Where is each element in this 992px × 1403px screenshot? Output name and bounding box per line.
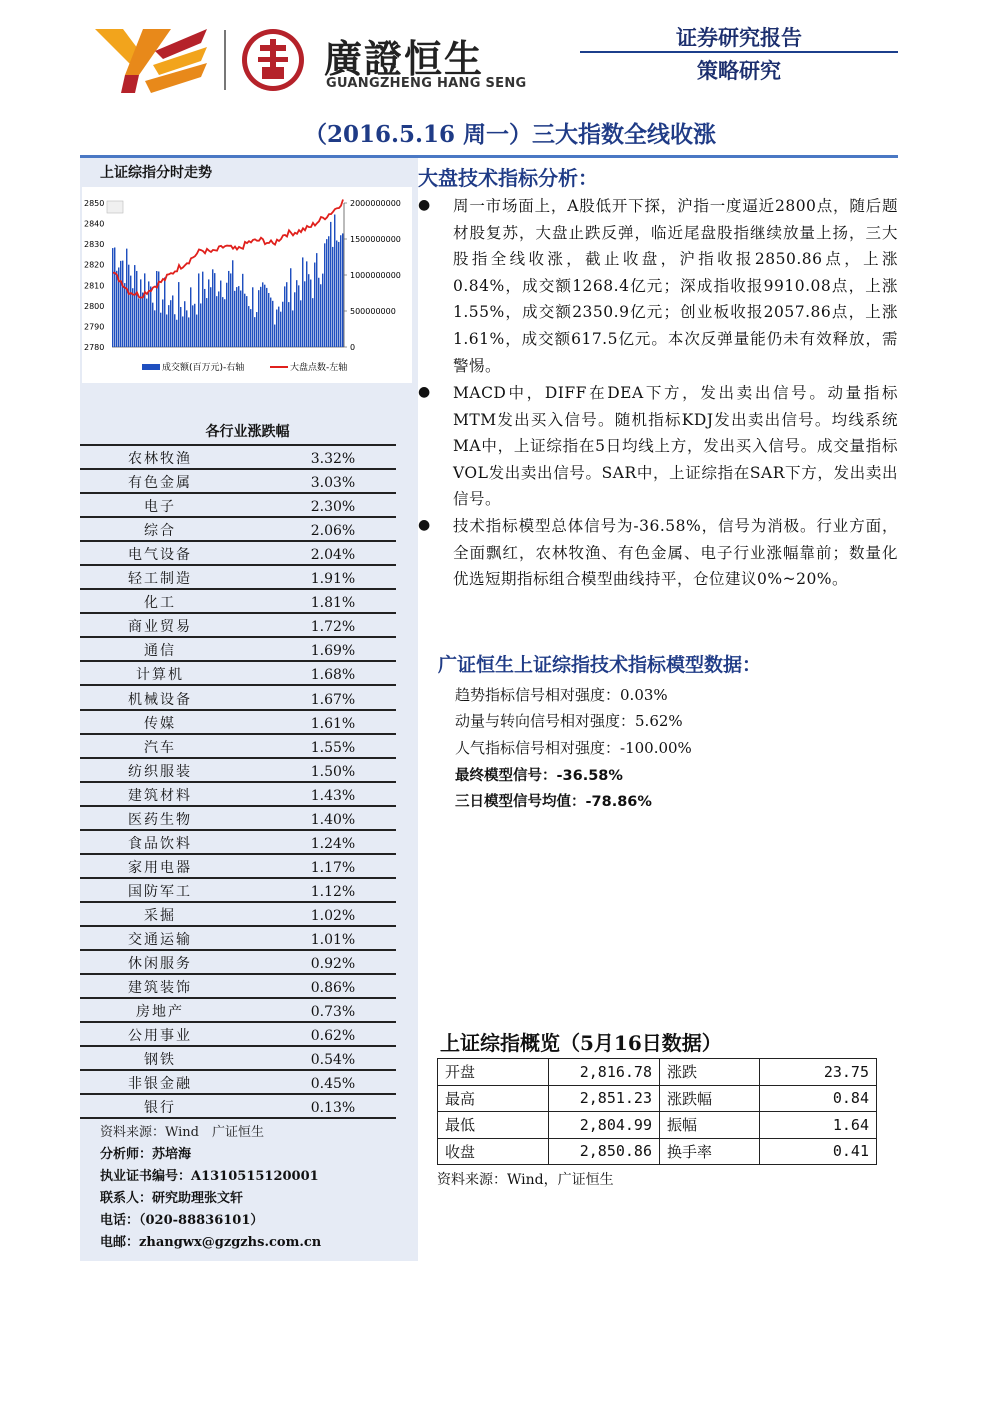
right-tick-label: 2000000000: [350, 199, 401, 208]
overview-label: 振幅: [660, 1112, 760, 1139]
volume-bar: [228, 271, 229, 347]
industry-change: 1.17%: [240, 854, 396, 878]
industry-change: 1.81%: [240, 589, 396, 613]
volume-bar: [156, 271, 157, 347]
volume-bar: [232, 260, 233, 347]
volume-bar: [262, 282, 263, 347]
industry-change: 1.91%: [240, 565, 396, 589]
model-trend: 趋势指标信号相对强度：0.03%: [455, 686, 668, 704]
page-title: （2016.5.16 周一）三大指数全线收涨: [303, 121, 717, 148]
industry-row: [80, 806, 396, 830]
chart-inset-box: [107, 201, 123, 213]
industry-row: [80, 469, 396, 493]
industry-name: 食品饮料: [80, 830, 240, 854]
industry-name: 交通运输: [80, 926, 240, 950]
right-tick-label: 1500000000: [350, 235, 401, 244]
analysis-paragraph: MACD中，DIFF在DEA下方，发出卖出信号。动量指标MTM发出买入信号。随机指标KDJ发出卖出信号。均线系统MA中，上证综指在5日均线上方，发出买入信号。成交量指标VOL发出卖出信号。SAR中，上证综指在SAR下方，发出卖出信号。: [453, 384, 898, 509]
right-axis-ticks: [344, 199, 401, 352]
volume-bar: [200, 303, 201, 347]
volume-bars: [112, 215, 343, 347]
volume-bar: [280, 312, 281, 347]
industry-change: 0.54%: [240, 1046, 396, 1070]
industry-row: [80, 998, 396, 1022]
model-momentum: 动量与转向信号相对强度：5.62%: [455, 712, 683, 730]
intraday-chart: [82, 187, 412, 383]
industry-name: 休闲服务: [80, 950, 240, 974]
left-tick-label: 2780: [84, 343, 105, 352]
volume-bar: [274, 325, 275, 347]
seal-logo-icon: [240, 27, 306, 93]
industry-row: [80, 734, 396, 758]
volume-bar: [134, 265, 135, 347]
industry-name: 银行: [80, 1094, 240, 1118]
volume-bar: [226, 283, 227, 347]
legend-label-volume: 成交额(百万元)-右轴: [162, 363, 245, 373]
volume-bar: [146, 299, 147, 347]
industry-change: 2.06%: [240, 517, 396, 541]
legend-swatch-volume: [142, 364, 160, 370]
volume-bar: [216, 296, 217, 347]
company-name-cn: 廣證恒生: [324, 37, 485, 81]
industry-change: 1.67%: [240, 685, 396, 709]
volume-bar: [180, 307, 181, 347]
volume-bar: [186, 310, 187, 347]
volume-bar: [282, 302, 283, 347]
industry-change: 1.55%: [240, 734, 396, 758]
volume-bar: [296, 280, 297, 347]
industry-row: [80, 541, 396, 565]
bullet-icon: ●: [418, 517, 431, 533]
volume-bar: [204, 289, 205, 347]
header-rule: [580, 51, 898, 53]
volume-bar: [224, 299, 225, 347]
volume-bar: [254, 317, 255, 347]
industry-name: 电子: [80, 493, 240, 517]
volume-bar: [140, 279, 141, 347]
industry-change: 1.50%: [240, 758, 396, 782]
volume-bar: [304, 281, 305, 347]
volume-bar: [340, 235, 341, 347]
industry-change: 1.40%: [240, 806, 396, 830]
ye-logo-icon: [95, 25, 215, 95]
volume-bar: [270, 298, 271, 347]
industry-row: [80, 710, 396, 734]
industry-row: [80, 685, 396, 709]
industry-row: [80, 517, 396, 541]
volume-bar: [202, 272, 203, 347]
volume-bar: [308, 274, 309, 347]
analysis-paragraph: 周一市场面上，A股低开下探，沪指一度逼近2800点，随后题材股复苏，大盘止跌反弹，临近尾盘股指继续放量上扬，三大股指全线收涨，截止收盘，沪指收报2850.86点，上涨0.84%，成交额1268.4亿元；深成指收报9910.08点，上涨1.55%，成交额2350.9亿元；创业板收报2057.86点，上涨1.61%，成交额617.5亿元。本次反弹量能仍未有效释放，需警惕。: [453, 197, 898, 375]
industry-table-title: 各行业涨跌幅: [205, 424, 290, 440]
volume-bar: [314, 263, 315, 347]
volume-bar: [210, 287, 211, 347]
bullet-icon: ●: [418, 384, 431, 400]
industry-name: 传媒: [80, 710, 240, 734]
industry-name: 建筑材料: [80, 782, 240, 806]
industry-change: 3.03%: [240, 469, 396, 493]
overview-value: 2,851.23: [549, 1085, 660, 1112]
contact: 联系人：研究助理张文轩: [100, 1191, 244, 1206]
volume-bar: [284, 286, 285, 347]
volume-bar: [272, 301, 273, 347]
volume-bar: [318, 278, 319, 347]
industry-row: [80, 637, 396, 661]
industry-change: 0.73%: [240, 998, 396, 1022]
volume-bar: [172, 295, 173, 347]
volume-bar: [142, 293, 143, 347]
volume-bar: [250, 309, 251, 347]
industry-row: [80, 854, 396, 878]
industry-row: [80, 1070, 396, 1094]
volume-bar: [112, 248, 113, 347]
volume-bar: [178, 282, 179, 347]
industry-name: 采掘: [80, 902, 240, 926]
volume-bar: [246, 296, 247, 347]
industry-change: 1.02%: [240, 902, 396, 926]
volume-bar: [334, 215, 335, 347]
volume-bar: [312, 298, 313, 347]
model-final: 最终模型信号：-36.58%: [455, 768, 623, 784]
volume-bar: [170, 300, 171, 347]
industry-change: 1.68%: [240, 661, 396, 685]
industry-change: 1.72%: [240, 613, 396, 637]
industry-name: 综合: [80, 517, 240, 541]
volume-bar: [288, 302, 289, 347]
volume-bar: [300, 300, 301, 347]
volume-bar: [278, 307, 279, 347]
industry-name: 通信: [80, 637, 240, 661]
industry-change: 0.13%: [240, 1094, 396, 1118]
industry-row: [80, 493, 396, 517]
industry-name: 机械设备: [80, 685, 240, 709]
industry-row: [80, 565, 396, 589]
volume-bar: [328, 236, 329, 347]
industry-name: 商业贸易: [80, 613, 240, 637]
volume-bar: [164, 277, 165, 347]
industry-name: 钢铁: [80, 1046, 240, 1070]
volume-bar: [264, 285, 265, 347]
volume-bar: [218, 291, 219, 347]
industry-row: [80, 974, 396, 998]
volume-bar: [114, 247, 115, 347]
volume-bar: [286, 282, 287, 347]
volume-bar: [240, 291, 241, 347]
volume-bar: [276, 310, 277, 347]
volume-bar: [238, 286, 239, 347]
volume-bar: [242, 274, 243, 347]
volume-bar: [298, 285, 299, 347]
industry-row: [80, 902, 396, 926]
industry-row: [80, 1022, 396, 1046]
industry-change: 1.24%: [240, 830, 396, 854]
industry-change: 0.45%: [240, 1070, 396, 1094]
volume-bar: [136, 271, 137, 347]
volume-bar: [302, 257, 303, 347]
volume-bar: [176, 320, 177, 347]
volume-bar: [206, 298, 207, 347]
overview-row: [438, 1059, 877, 1086]
left-tick-label: 2800: [84, 301, 105, 311]
industry-name: 国防军工: [80, 878, 240, 902]
chart-title: 上证综指分时走势: [100, 165, 212, 181]
overview-table: [437, 1058, 877, 1165]
legend-label-price: 大盘点数-左轴: [290, 363, 348, 373]
volume-bar: [182, 316, 183, 347]
volume-bar: [338, 242, 339, 347]
volume-bar: [116, 271, 117, 347]
left-tick-label: 2790: [84, 322, 105, 332]
industry-change: 1.12%: [240, 878, 396, 902]
industry-row: [80, 758, 396, 782]
industry-row: [80, 950, 396, 974]
volume-bar: [294, 292, 295, 347]
overview-value: 2,850.86: [549, 1138, 660, 1165]
industry-row: [80, 782, 396, 806]
company-name-en: GUANGZHENG HANG SENG: [326, 76, 527, 91]
overview-label: 最低: [438, 1112, 549, 1139]
overview-label: 换手率: [660, 1138, 760, 1165]
volume-bar: [234, 291, 235, 347]
overview-value: 1.64: [760, 1112, 877, 1139]
volume-bar: [244, 294, 245, 347]
volume-bar: [128, 265, 129, 347]
volume-bar: [126, 249, 127, 347]
right-tick-label: 0: [350, 343, 356, 352]
overview-row: [438, 1138, 877, 1165]
volume-bar: [260, 287, 261, 347]
industry-change: 1.69%: [240, 637, 396, 661]
volume-bar: [188, 317, 189, 347]
overview-label: 涨跌: [660, 1059, 760, 1086]
bullet-icon: ●: [418, 197, 431, 213]
volume-bar: [330, 222, 331, 347]
industry-row: [80, 589, 396, 613]
industry-name: 有色金属: [80, 469, 240, 493]
volume-bar: [184, 301, 185, 347]
industry-change: 0.86%: [240, 974, 396, 998]
volume-bar: [196, 315, 197, 347]
volume-bar: [322, 274, 323, 347]
volume-bar: [162, 299, 163, 347]
industry-name: 化工: [80, 589, 240, 613]
industry-row: [80, 1046, 396, 1070]
overview-value: 0.84: [760, 1085, 877, 1112]
industry-name: 纺织服装: [80, 758, 240, 782]
industry-row: [80, 1094, 396, 1118]
industry-name: 汽车: [80, 734, 240, 758]
email: 电邮：zhangwx@gzgzhs.com.cn: [100, 1235, 322, 1250]
left-tick-label: 2810: [84, 281, 105, 291]
phone: 电话：（020-88836101）: [100, 1213, 264, 1228]
volume-bar: [342, 233, 343, 347]
overview-value: 2,816.78: [549, 1059, 660, 1086]
volume-bar: [122, 261, 123, 347]
right-tick-label: 500000000: [350, 307, 396, 316]
volume-bar: [130, 276, 131, 347]
right-tick-label: 1000000000: [350, 271, 401, 280]
industry-change: 0.92%: [240, 950, 396, 974]
industry-name: 非银金融: [80, 1070, 240, 1094]
overview-title: 上证综指概览（5月16日数据）: [440, 1031, 722, 1055]
volume-bar: [252, 287, 253, 347]
volume-bar: [220, 281, 221, 347]
industry-name: 农林牧渔: [80, 445, 240, 469]
left-tick-label: 2830: [84, 240, 105, 250]
volume-bar: [248, 306, 249, 347]
volume-bar: [174, 314, 175, 347]
industry-change: 3.32%: [240, 445, 396, 469]
cert-number: 执业证书编号：A1310515120001: [100, 1169, 319, 1184]
volume-bar: [266, 288, 267, 347]
volume-bar: [198, 273, 199, 347]
model-three-day: 三日模型信号均值：-78.86%: [455, 794, 652, 810]
industry-change: 1.01%: [240, 926, 396, 950]
left-tick-label: 2820: [84, 260, 105, 270]
analysis-title: 大盘技术指标分析：: [418, 166, 598, 190]
volume-bar: [150, 286, 151, 347]
volume-bar: [138, 298, 139, 347]
left-tick-label: 2840: [84, 219, 105, 229]
left-axis-ticks: [84, 199, 104, 352]
overview-row: [438, 1112, 877, 1139]
analysis-paragraph: 技术指标模型总体信号为-36.58%，信号为消极。行业方面，全面飘红，农林牧渔、有色金属、电子行业涨幅靠前；数量化优选短期指标组合模型曲线持平，仓位建议0%~20%。: [453, 517, 898, 589]
volume-bar: [120, 261, 121, 347]
volume-bar: [168, 305, 169, 347]
industry-row: [80, 613, 396, 637]
volume-bar: [124, 283, 125, 347]
volume-bar: [316, 253, 317, 347]
volume-bar: [222, 297, 223, 347]
left-tick-label: 2850: [84, 199, 105, 208]
industry-name: 房地产: [80, 998, 240, 1022]
volume-bar: [154, 310, 155, 347]
volume-bar: [292, 310, 293, 347]
volume-bar: [332, 247, 333, 347]
overview-value: 2,804.99: [549, 1112, 660, 1139]
volume-bar: [132, 288, 133, 347]
industry-row: [80, 445, 396, 469]
overview-label: 最高: [438, 1085, 549, 1112]
left-source: 资料来源：Wind 广证恒生: [100, 1125, 264, 1140]
volume-bar: [336, 240, 337, 347]
industry-change: 1.61%: [240, 710, 396, 734]
industry-name: 家用电器: [80, 854, 240, 878]
volume-bar: [190, 287, 191, 347]
overview-source: 资料来源：Wind，广证恒生: [437, 1172, 614, 1188]
volume-bar: [268, 293, 269, 347]
volume-bar: [144, 273, 145, 347]
industry-change: 2.04%: [240, 541, 396, 565]
overview-label: 开盘: [438, 1059, 549, 1086]
volume-bar: [320, 284, 321, 347]
overview-row: [438, 1085, 877, 1112]
overview-value: 0.41: [760, 1138, 877, 1165]
volume-bar: [326, 239, 327, 347]
volume-bar: [212, 269, 213, 347]
industry-table: [80, 444, 396, 1119]
industry-name: 轻工制造: [80, 565, 240, 589]
industry-change: 0.62%: [240, 1022, 396, 1046]
volume-bar: [214, 273, 215, 347]
volume-bar: [236, 287, 237, 347]
volume-bar: [208, 279, 209, 347]
overview-value: 23.75: [760, 1059, 877, 1086]
industry-row: [80, 830, 396, 854]
volume-bar: [290, 268, 291, 347]
logo-divider: [224, 30, 226, 90]
volume-bar: [152, 303, 153, 347]
volume-bar: [256, 312, 257, 347]
model-title: 广证恒生上证综指技术指标模型数据：: [438, 654, 762, 676]
industry-row: [80, 878, 396, 902]
volume-bar: [306, 261, 307, 347]
volume-bar: [192, 305, 193, 347]
model-popularity: 人气指标信号相对强度：-100.00%: [455, 739, 692, 757]
volume-bar: [166, 314, 167, 347]
industry-change: 1.43%: [240, 782, 396, 806]
volume-bar: [230, 273, 231, 347]
industry-name: 医药生物: [80, 806, 240, 830]
report-type: 证券研究报告: [676, 26, 802, 50]
analyst: 分析师：苏培海: [100, 1147, 192, 1162]
overview-label: 涨跌幅: [660, 1085, 760, 1112]
volume-bar: [324, 243, 325, 347]
overview-label: 收盘: [438, 1138, 549, 1165]
industry-change: 2.30%: [240, 493, 396, 517]
volume-bar: [194, 304, 195, 347]
industry-name: 电气设备: [80, 541, 240, 565]
industry-name: 建筑装饰: [80, 974, 240, 998]
report-subtype: 策略研究: [697, 59, 781, 83]
industry-name: 公用事业: [80, 1022, 240, 1046]
industry-row: [80, 661, 396, 685]
volume-bar: [258, 290, 259, 347]
industry-name: 计算机: [80, 661, 240, 685]
industry-row: [80, 926, 396, 950]
volume-bar: [160, 313, 161, 347]
volume-bar: [310, 280, 311, 347]
